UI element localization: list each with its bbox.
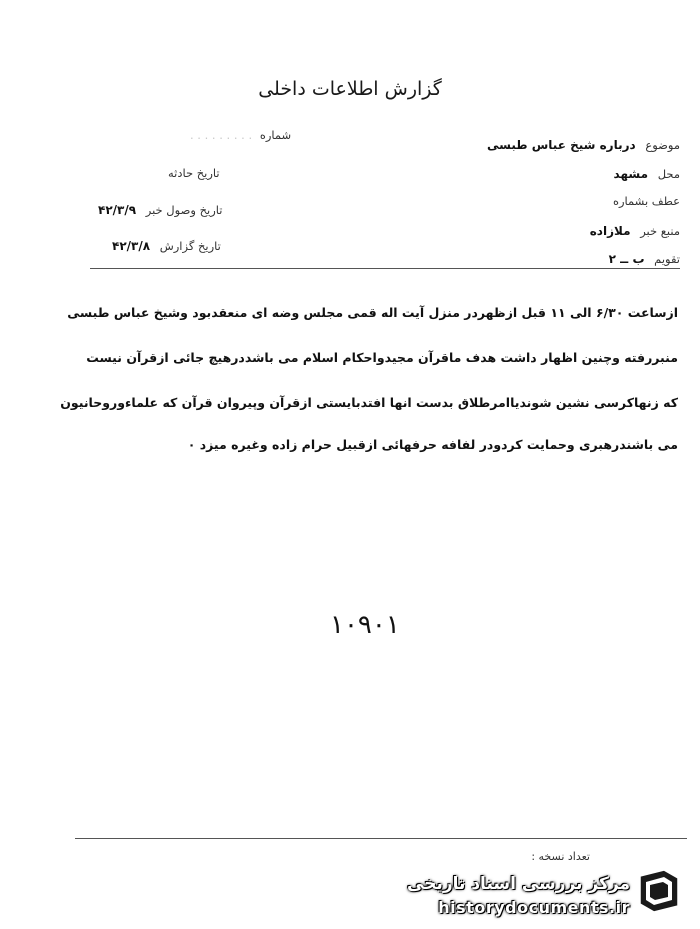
watermark-name: مرکز بررسی اسناد تاریخی (407, 874, 630, 894)
field-subject-label: موضوع (645, 138, 680, 152)
field-location-label: محل (657, 167, 680, 181)
field-number-dots: . . . . . . . . . (190, 128, 253, 142)
body-line-1: ازساعت ۶/۳۰ الی ۱۱ قبل ازظهردر منزل آیت اله قمی مجلس وضه ای منعقدبود وشیخ عباس طبسی (67, 305, 678, 320)
field-location (614, 167, 680, 181)
body-line-4: می باشندرهبری وحمایت کردودر لفافه حرفهائی ازقبیل حرام زاده وغیره میزد ۰ (187, 437, 678, 452)
field-subject-value: درباره شیخ عباس طبسی (487, 138, 636, 152)
field-reference-label: عطف بشماره (612, 194, 680, 208)
field-incident-date (168, 166, 220, 180)
field-received-date (98, 203, 222, 217)
body-line-2: منبررفته وچنین اظهار داشت هدف ماقرآن مجیدواحکام اسلام می باشددرهیچ جائی ازقرآن نیست (86, 350, 678, 365)
field-subject (487, 138, 680, 152)
field-source-label: منبع خبر (640, 224, 680, 238)
archive-logo-icon (636, 866, 682, 916)
footer-divider (75, 838, 687, 839)
field-report-date-label: تاریخ گزارش (159, 239, 221, 253)
field-report-date (112, 239, 221, 253)
field-received-date-value: ۴۲/۳/۹ (98, 203, 137, 217)
field-location-value: مشهد (613, 167, 649, 181)
field-received-date-label: تاریخ وصول خبر (145, 203, 223, 217)
field-number (190, 128, 291, 142)
copies-label: تعداد نسخه : (531, 850, 590, 863)
header-divider (90, 268, 680, 269)
watermark-site: historydocuments.ir (438, 898, 630, 917)
body-line-3: که زنهاکرسی نشین شوندیاامرطلاق بدست انها افتدبایستی ازقرآن وپیروان قرآن که علماءوروحانیون (60, 395, 678, 410)
field-grade-value: ب ــ ۲ (608, 252, 645, 266)
field-report-date-value: ۴۲/۳/۸ (112, 239, 151, 253)
field-source-value: ملازاده (589, 224, 631, 238)
field-number-label: شماره (259, 128, 292, 142)
field-grade-label: تقویم (654, 252, 680, 266)
field-incident-date-label: تاریخ حادثه (168, 166, 220, 180)
report-title: گزارش اطلاعات داخلی (258, 78, 442, 100)
field-reference (613, 194, 680, 208)
field-source (590, 224, 680, 238)
field-grade (609, 252, 680, 266)
handwritten-note: ۱۰۹۰۱ (330, 610, 400, 640)
